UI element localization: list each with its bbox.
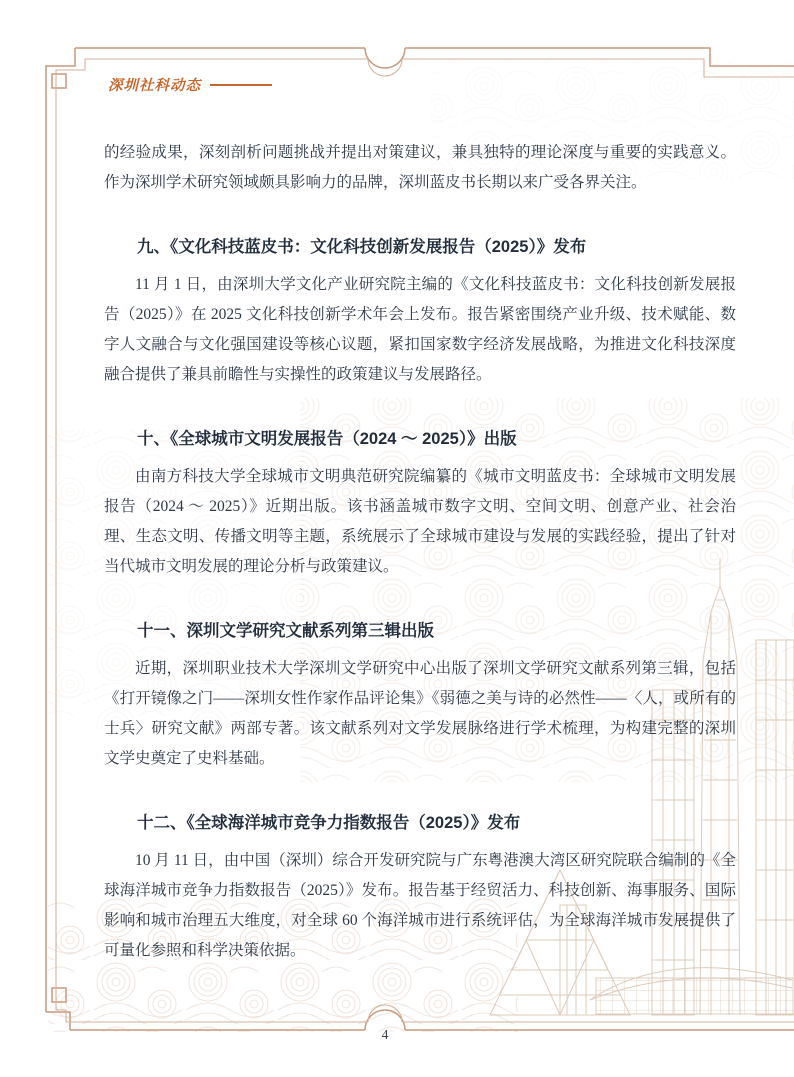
section-heading-9: 九、《文化科技蓝皮书：文化科技创新发展报告（2025）》发布 <box>137 238 587 256</box>
section-heading-11: 十一、深圳文学研究文献系列第三辑出版 <box>137 622 434 640</box>
header-brand <box>108 74 272 95</box>
corner-square-bottom-left <box>52 988 66 1002</box>
section-body-9: 11 月 1 日，由深圳大学文化产业研究院主编的《文化科技蓝皮书：文化科技创新发展报告（2025）》在 2025 文化科技创新学术年会上发布。报告紧密围绕产业升级、技术赋能、数字人文融合与文化强国建设等核心议题，紧扣国家数字经济发展战略，为推进文化科技深度融合提供了兼具前瞻性与实操性的政策建议与发展路径。 <box>104 276 736 383</box>
intro-paragraph: 的经验成果，深刻剖析问题挑战并提出对策建议，兼具独特的理论深度与重要的实践意义。作为深圳学术研究领域颇具影响力的品牌，深圳蓝皮书长期以来广受各界关注。 <box>104 144 736 191</box>
corner-square-top-left <box>52 74 66 88</box>
section-heading-12: 十二、《全球海洋城市竞争力指数报告（2025）》发布 <box>137 814 521 832</box>
section-body-11: 近期，深圳职业技术大学深圳文学研究中心出版了深圳文学研究文献系列第三辑，包括《打开镜像之门——深圳女性作家作品评论集》《弱德之美与诗的必然性——〈人，或所有的士兵〉研究文献》两部专著。该文献系列对文学发展脉络进行学术梳理，为构建完整的深圳文学史奠定了史料基础。 <box>104 660 736 767</box>
brand-rule-line <box>210 84 272 86</box>
page-number: 4 <box>381 1027 389 1042</box>
section-heading-10: 十、《全球城市文明发展报告（2024 ～ 2025）》出版 <box>137 430 517 448</box>
section-body-12: 10 月 11 日，由中国（深圳）综合开发研究院与广东粤港澳大湾区研究院联合编制的《全球海洋城市竞争力指数报告（2025）》发布。报告基于经贸活力、科技创新、海事服务、国际影响和城市治理五大维度，对全球 60 个海洋城市进行系统评估，为全球海洋城市发展提供了可量化参照和科学决策依据。 <box>104 852 736 959</box>
document-content <box>104 138 736 966</box>
section-body-10: 由南方科技大学全球城市文明典范研究院编纂的《城市文明蓝皮书：全球城市文明发展报告（2024 ～ 2025）》近期出版。该书涵盖城市数字文明、空间文明、创意产业、社会治理、生态文明、传播文明等主题，系统展示了全球城市建设与发展的实践经验，提出了针对当代城市文明发展的理论分析与政策建议。 <box>104 468 736 575</box>
brand-logo-text: 深圳社科动态 <box>108 78 201 94</box>
